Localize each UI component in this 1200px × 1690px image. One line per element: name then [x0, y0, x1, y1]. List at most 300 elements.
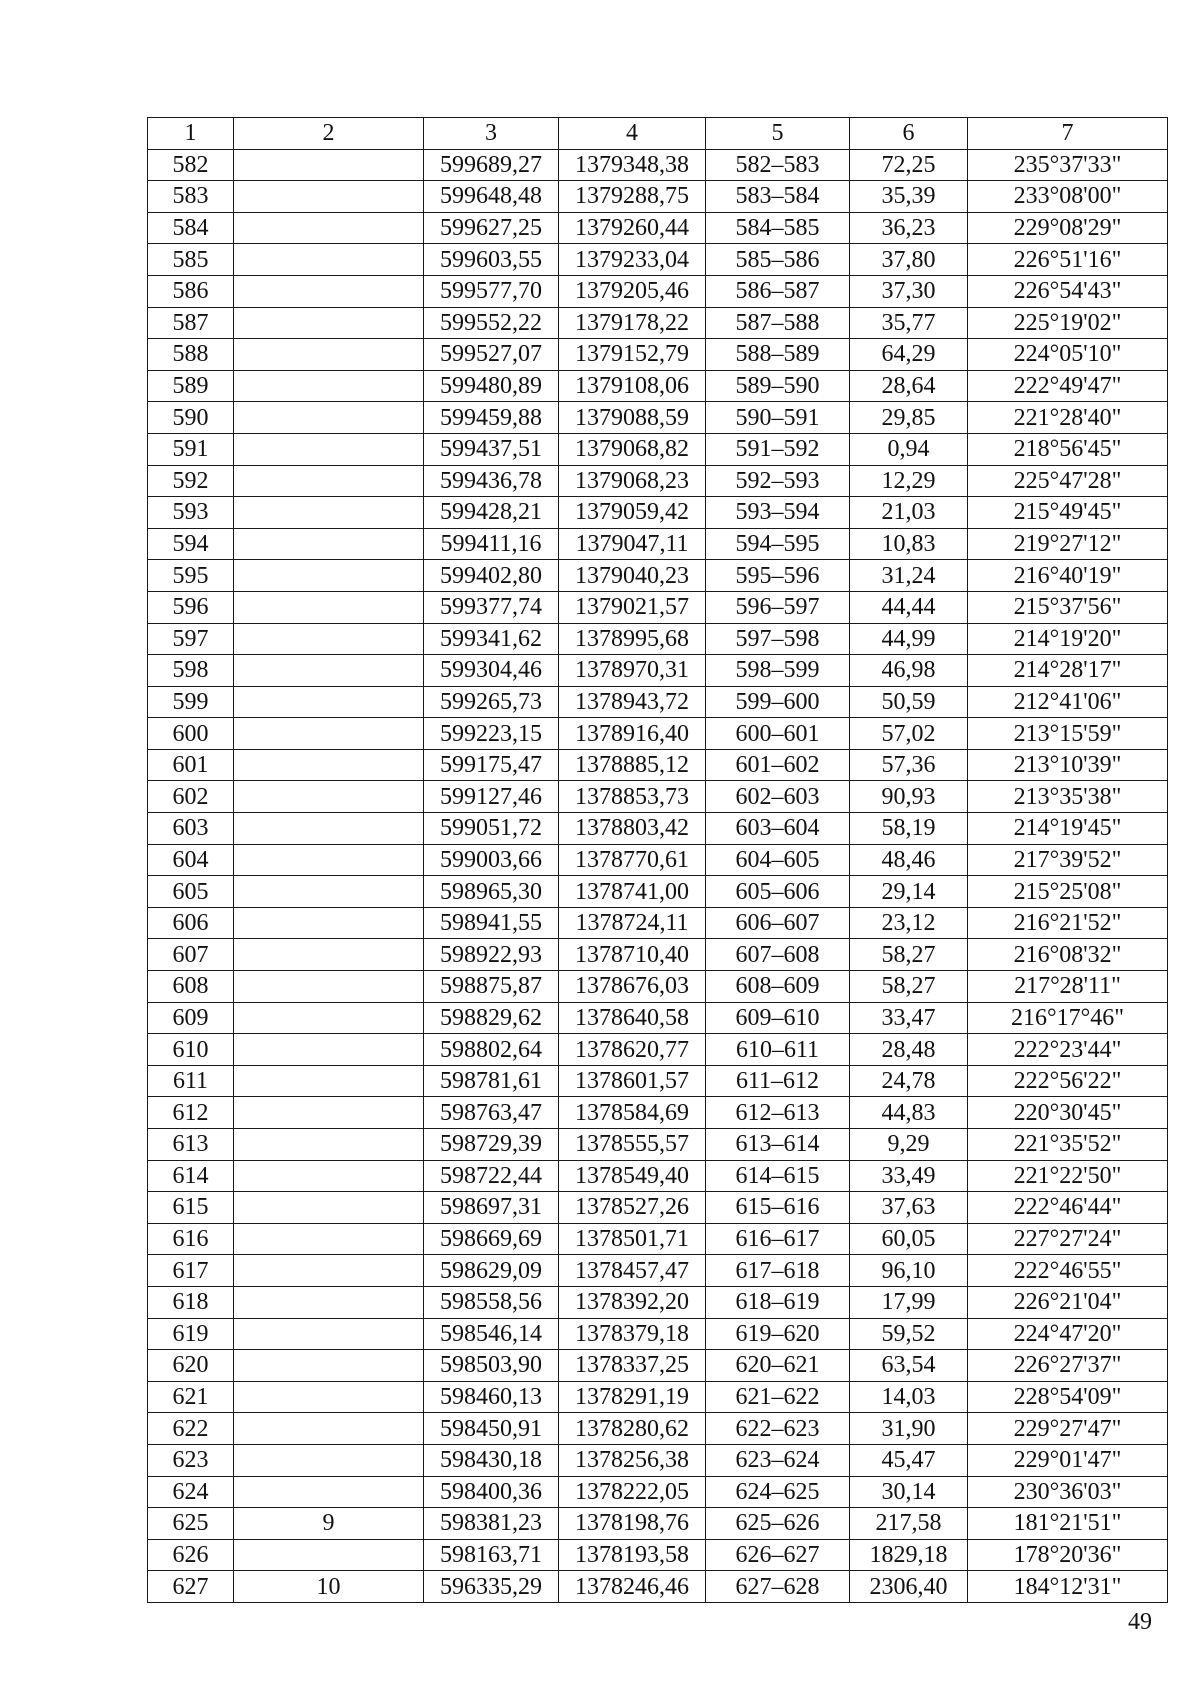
- column-header-7: 7: [968, 118, 1168, 150]
- column-header-6: 6: [850, 118, 968, 150]
- cell-distance: 36,23: [850, 212, 968, 244]
- cell-bearing: 181°21'51": [968, 1508, 1168, 1540]
- cell-x-coordinate: 598697,31: [424, 1192, 559, 1224]
- cell-distance: 28,48: [850, 1034, 968, 1066]
- cell-y-coordinate: 1378620,77: [559, 1034, 706, 1066]
- cell-point-number: 589: [148, 370, 234, 402]
- table-row: [148, 939, 1168, 971]
- table-row: [148, 686, 1168, 718]
- cell-y-coordinate: 1378280,62: [559, 1413, 706, 1445]
- cell-y-coordinate: 1378584,69: [559, 1097, 706, 1129]
- cell-y-coordinate: 1378943,72: [559, 686, 706, 718]
- table-row: [148, 1539, 1168, 1571]
- cell-segment: 619–620: [706, 1318, 850, 1350]
- cell-col-2: [234, 339, 424, 371]
- cell-x-coordinate: 599051,72: [424, 813, 559, 845]
- cell-y-coordinate: 1378337,25: [559, 1350, 706, 1382]
- cell-distance: 58,27: [850, 939, 968, 971]
- cell-col-2: [234, 1097, 424, 1129]
- cell-point-number: 592: [148, 465, 234, 497]
- table-row: [148, 749, 1168, 781]
- cell-point-number: 620: [148, 1350, 234, 1382]
- cell-point-number: 604: [148, 844, 234, 876]
- cell-bearing: 184°12'31": [968, 1571, 1168, 1603]
- cell-y-coordinate: 1378198,76: [559, 1508, 706, 1540]
- cell-x-coordinate: 598763,47: [424, 1097, 559, 1129]
- cell-point-number: 626: [148, 1539, 234, 1571]
- cell-bearing: 230°36'03": [968, 1476, 1168, 1508]
- table-row: [148, 1160, 1168, 1192]
- cell-distance: 63,54: [850, 1350, 968, 1382]
- table-row: [148, 1350, 1168, 1382]
- cell-bearing: 221°35'52": [968, 1129, 1168, 1161]
- table-row: [148, 1381, 1168, 1413]
- cell-y-coordinate: 1378741,00: [559, 876, 706, 908]
- cell-bearing: 215°37'56": [968, 591, 1168, 623]
- cell-point-number: 582: [148, 149, 234, 181]
- cell-y-coordinate: 1378527,26: [559, 1192, 706, 1224]
- table-row: [148, 465, 1168, 497]
- cell-y-coordinate: 1378803,42: [559, 813, 706, 845]
- cell-y-coordinate: 1379059,42: [559, 497, 706, 529]
- cell-distance: 29,85: [850, 402, 968, 434]
- cell-col-2: [234, 181, 424, 213]
- page-number: 49: [1128, 1609, 1152, 1635]
- cell-distance: 72,25: [850, 149, 968, 181]
- cell-segment: 617–618: [706, 1255, 850, 1287]
- cell-point-number: 617: [148, 1255, 234, 1287]
- cell-segment: 582–583: [706, 149, 850, 181]
- cell-point-number: 586: [148, 275, 234, 307]
- table-row: [148, 1571, 1168, 1603]
- cell-x-coordinate: 598722,44: [424, 1160, 559, 1192]
- cell-x-coordinate: 599003,66: [424, 844, 559, 876]
- cell-bearing: 214°28'17": [968, 655, 1168, 687]
- cell-segment: 606–607: [706, 907, 850, 939]
- cell-x-coordinate: 599341,62: [424, 623, 559, 655]
- cell-point-number: 593: [148, 497, 234, 529]
- cell-y-coordinate: 1378555,57: [559, 1129, 706, 1161]
- cell-point-number: 619: [148, 1318, 234, 1350]
- cell-col-2: [234, 212, 424, 244]
- cell-point-number: 600: [148, 718, 234, 750]
- cell-segment: 616–617: [706, 1223, 850, 1255]
- cell-x-coordinate: 598163,71: [424, 1539, 559, 1571]
- table-row: [148, 907, 1168, 939]
- cell-distance: 0,94: [850, 433, 968, 465]
- table-header-row: [148, 118, 1168, 150]
- cell-x-coordinate: 599436,78: [424, 465, 559, 497]
- cell-bearing: 219°27'12": [968, 528, 1168, 560]
- table-row: [148, 528, 1168, 560]
- cell-col-2: [234, 1381, 424, 1413]
- cell-segment: 596–597: [706, 591, 850, 623]
- table-row: [148, 149, 1168, 181]
- cell-segment: 610–611: [706, 1034, 850, 1066]
- cell-x-coordinate: 596335,29: [424, 1571, 559, 1603]
- cell-x-coordinate: 599689,27: [424, 149, 559, 181]
- cell-x-coordinate: 599127,46: [424, 781, 559, 813]
- cell-point-number: 606: [148, 907, 234, 939]
- cell-point-number: 594: [148, 528, 234, 560]
- cell-x-coordinate: 598875,87: [424, 971, 559, 1003]
- cell-distance: 90,93: [850, 781, 968, 813]
- cell-point-number: 616: [148, 1223, 234, 1255]
- cell-bearing: 220°30'45": [968, 1097, 1168, 1129]
- cell-distance: 33,49: [850, 1160, 968, 1192]
- cell-point-number: 611: [148, 1065, 234, 1097]
- cell-distance: 57,02: [850, 718, 968, 750]
- cell-y-coordinate: 1379068,82: [559, 433, 706, 465]
- cell-y-coordinate: 1378379,18: [559, 1318, 706, 1350]
- cell-y-coordinate: 1379152,79: [559, 339, 706, 371]
- cell-col-2: [234, 1413, 424, 1445]
- cell-bearing: 226°27'37": [968, 1350, 1168, 1382]
- cell-segment: 605–606: [706, 876, 850, 908]
- cell-point-number: 598: [148, 655, 234, 687]
- table-row: [148, 623, 1168, 655]
- cell-distance: 58,27: [850, 971, 968, 1003]
- cell-y-coordinate: 1379088,59: [559, 402, 706, 434]
- cell-y-coordinate: 1379178,22: [559, 307, 706, 339]
- cell-x-coordinate: 599627,25: [424, 212, 559, 244]
- cell-segment: 607–608: [706, 939, 850, 971]
- cell-bearing: 229°08'29": [968, 212, 1168, 244]
- table-row: [148, 1476, 1168, 1508]
- table-row: [148, 307, 1168, 339]
- table-row: [148, 1034, 1168, 1066]
- cell-y-coordinate: 1378392,20: [559, 1286, 706, 1318]
- cell-segment: 612–613: [706, 1097, 850, 1129]
- cell-x-coordinate: 598558,56: [424, 1286, 559, 1318]
- cell-bearing: 229°01'47": [968, 1444, 1168, 1476]
- table-row: [148, 971, 1168, 1003]
- cell-x-coordinate: 599265,73: [424, 686, 559, 718]
- cell-y-coordinate: 1378770,61: [559, 844, 706, 876]
- cell-segment: 587–588: [706, 307, 850, 339]
- cell-col-2: [234, 1444, 424, 1476]
- cell-point-number: 595: [148, 560, 234, 592]
- table-row: [148, 339, 1168, 371]
- cell-bearing: 214°19'20": [968, 623, 1168, 655]
- cell-x-coordinate: 598400,36: [424, 1476, 559, 1508]
- cell-y-coordinate: 1378885,12: [559, 749, 706, 781]
- cell-y-coordinate: 1379021,57: [559, 591, 706, 623]
- table-row: [148, 655, 1168, 687]
- cell-segment: 592–593: [706, 465, 850, 497]
- cell-bearing: 235°37'33": [968, 149, 1168, 181]
- cell-col-2: [234, 275, 424, 307]
- cell-bearing: 226°51'16": [968, 244, 1168, 276]
- cell-segment: 597–598: [706, 623, 850, 655]
- cell-x-coordinate: 598503,90: [424, 1350, 559, 1382]
- cell-y-coordinate: 1379233,04: [559, 244, 706, 276]
- table-row: [148, 1255, 1168, 1287]
- cell-y-coordinate: 1378457,47: [559, 1255, 706, 1287]
- cell-y-coordinate: 1378256,38: [559, 1444, 706, 1476]
- cell-bearing: 218°56'45": [968, 433, 1168, 465]
- cell-distance: 35,77: [850, 307, 968, 339]
- cell-segment: 609–610: [706, 1002, 850, 1034]
- cell-distance: 21,03: [850, 497, 968, 529]
- cell-x-coordinate: 599577,70: [424, 275, 559, 307]
- table-row: [148, 844, 1168, 876]
- cell-segment: 602–603: [706, 781, 850, 813]
- cell-segment: 591–592: [706, 433, 850, 465]
- cell-distance: 45,47: [850, 1444, 968, 1476]
- cell-x-coordinate: 599428,21: [424, 497, 559, 529]
- cell-segment: 613–614: [706, 1129, 850, 1161]
- cell-bearing: 213°35'38": [968, 781, 1168, 813]
- cell-distance: 35,39: [850, 181, 968, 213]
- cell-y-coordinate: 1379068,23: [559, 465, 706, 497]
- cell-bearing: 215°25'08": [968, 876, 1168, 908]
- cell-segment: 599–600: [706, 686, 850, 718]
- table-row: [148, 1318, 1168, 1350]
- cell-y-coordinate: 1378995,68: [559, 623, 706, 655]
- column-header-4: 4: [559, 118, 706, 150]
- cell-col-2: [234, 244, 424, 276]
- cell-distance: 48,46: [850, 844, 968, 876]
- cell-bearing: 221°28'40": [968, 402, 1168, 434]
- cell-col-2: [234, 1350, 424, 1382]
- cell-distance: 9,29: [850, 1129, 968, 1161]
- cell-bearing: 222°23'44": [968, 1034, 1168, 1066]
- cell-point-number: 597: [148, 623, 234, 655]
- cell-x-coordinate: 598729,39: [424, 1129, 559, 1161]
- cell-point-number: 599: [148, 686, 234, 718]
- cell-point-number: 622: [148, 1413, 234, 1445]
- table-row: [148, 1129, 1168, 1161]
- cell-y-coordinate: 1378291,19: [559, 1381, 706, 1413]
- cell-distance: 96,10: [850, 1255, 968, 1287]
- cell-distance: 12,29: [850, 465, 968, 497]
- cell-point-number: 618: [148, 1286, 234, 1318]
- cell-x-coordinate: 599459,88: [424, 402, 559, 434]
- table-row: [148, 1223, 1168, 1255]
- cell-bearing: 213°10'39": [968, 749, 1168, 781]
- cell-segment: 615–616: [706, 1192, 850, 1224]
- cell-segment: 622–623: [706, 1413, 850, 1445]
- cell-y-coordinate: 1378601,57: [559, 1065, 706, 1097]
- cell-col-2: [234, 907, 424, 939]
- cell-point-number: 603: [148, 813, 234, 845]
- cell-col-2: [234, 149, 424, 181]
- table-row: [148, 402, 1168, 434]
- cell-y-coordinate: 1378222,05: [559, 1476, 706, 1508]
- cell-col-2: [234, 465, 424, 497]
- table-row: [148, 370, 1168, 402]
- cell-x-coordinate: 598629,09: [424, 1255, 559, 1287]
- cell-segment: 600–601: [706, 718, 850, 750]
- cell-col-2: [234, 1065, 424, 1097]
- table-row: [148, 1413, 1168, 1445]
- cell-col-2: [234, 1318, 424, 1350]
- cell-y-coordinate: 1378549,40: [559, 1160, 706, 1192]
- cell-x-coordinate: 598430,18: [424, 1444, 559, 1476]
- table-row: [148, 1508, 1168, 1540]
- table-row: [148, 212, 1168, 244]
- cell-y-coordinate: 1378724,11: [559, 907, 706, 939]
- cell-distance: 217,58: [850, 1508, 968, 1540]
- cell-distance: 44,83: [850, 1097, 968, 1129]
- cell-segment: 626–627: [706, 1539, 850, 1571]
- cell-segment: 586–587: [706, 275, 850, 307]
- cell-bearing: 233°08'00": [968, 181, 1168, 213]
- cell-segment: 588–589: [706, 339, 850, 371]
- cell-point-number: 612: [148, 1097, 234, 1129]
- cell-x-coordinate: 599527,07: [424, 339, 559, 371]
- cell-point-number: 590: [148, 402, 234, 434]
- cell-distance: 23,12: [850, 907, 968, 939]
- cell-x-coordinate: 599377,74: [424, 591, 559, 623]
- cell-col-2: [234, 718, 424, 750]
- cell-x-coordinate: 599175,47: [424, 749, 559, 781]
- table-row: [148, 781, 1168, 813]
- cell-distance: 50,59: [850, 686, 968, 718]
- cell-col-2: [234, 560, 424, 592]
- cell-x-coordinate: 598546,14: [424, 1318, 559, 1350]
- cell-x-coordinate: 599402,80: [424, 560, 559, 592]
- cell-y-coordinate: 1378193,58: [559, 1539, 706, 1571]
- cell-col-2: [234, 1539, 424, 1571]
- cell-distance: 37,80: [850, 244, 968, 276]
- cell-x-coordinate: 598802,64: [424, 1034, 559, 1066]
- cell-bearing: 214°19'45": [968, 813, 1168, 845]
- cell-distance: 44,99: [850, 623, 968, 655]
- cell-segment: 625–626: [706, 1508, 850, 1540]
- cell-point-number: 621: [148, 1381, 234, 1413]
- cell-point-number: 613: [148, 1129, 234, 1161]
- cell-col-2: [234, 939, 424, 971]
- table-row: [148, 1192, 1168, 1224]
- cell-x-coordinate: 598922,93: [424, 939, 559, 971]
- cell-distance: 58,19: [850, 813, 968, 845]
- table-row: [148, 1065, 1168, 1097]
- cell-segment: 598–599: [706, 655, 850, 687]
- cell-point-number: 609: [148, 1002, 234, 1034]
- cell-segment: 590–591: [706, 402, 850, 434]
- cell-segment: 604–605: [706, 844, 850, 876]
- table-row: [148, 497, 1168, 529]
- cell-bearing: 227°27'24": [968, 1223, 1168, 1255]
- cell-distance: 28,64: [850, 370, 968, 402]
- cell-x-coordinate: 599480,89: [424, 370, 559, 402]
- cell-distance: 31,90: [850, 1413, 968, 1445]
- cell-bearing: 222°46'55": [968, 1255, 1168, 1287]
- cell-segment: 621–622: [706, 1381, 850, 1413]
- cell-x-coordinate: 599648,48: [424, 181, 559, 213]
- cell-bearing: 222°49'47": [968, 370, 1168, 402]
- column-header-3: 3: [424, 118, 559, 150]
- cell-point-number: 615: [148, 1192, 234, 1224]
- cell-bearing: 225°19'02": [968, 307, 1168, 339]
- cell-distance: 37,30: [850, 275, 968, 307]
- cell-distance: 31,24: [850, 560, 968, 592]
- cell-col-2: [234, 1476, 424, 1508]
- cell-y-coordinate: 1378853,73: [559, 781, 706, 813]
- cell-y-coordinate: 1378640,58: [559, 1002, 706, 1034]
- cell-col-2: [234, 1286, 424, 1318]
- cell-point-number: 625: [148, 1508, 234, 1540]
- cell-col-2: 9: [234, 1508, 424, 1540]
- cell-col-2: [234, 971, 424, 1003]
- cell-segment: 584–585: [706, 212, 850, 244]
- cell-segment: 608–609: [706, 971, 850, 1003]
- cell-x-coordinate: 598669,69: [424, 1223, 559, 1255]
- cell-x-coordinate: 598965,30: [424, 876, 559, 908]
- cell-bearing: 224°05'10": [968, 339, 1168, 371]
- cell-distance: 60,05: [850, 1223, 968, 1255]
- cell-segment: 627–628: [706, 1571, 850, 1603]
- cell-point-number: 624: [148, 1476, 234, 1508]
- cell-col-2: [234, 844, 424, 876]
- cell-y-coordinate: 1379047,11: [559, 528, 706, 560]
- cell-distance: 24,78: [850, 1065, 968, 1097]
- cell-point-number: 608: [148, 971, 234, 1003]
- cell-segment: 595–596: [706, 560, 850, 592]
- cell-segment: 594–595: [706, 528, 850, 560]
- cell-distance: 57,36: [850, 749, 968, 781]
- cell-segment: 620–621: [706, 1350, 850, 1382]
- table-row: [148, 244, 1168, 276]
- cell-bearing: 225°47'28": [968, 465, 1168, 497]
- cell-distance: 37,63: [850, 1192, 968, 1224]
- cell-bearing: 217°28'11": [968, 971, 1168, 1003]
- cell-x-coordinate: 598450,91: [424, 1413, 559, 1445]
- cell-point-number: 584: [148, 212, 234, 244]
- cell-distance: 44,44: [850, 591, 968, 623]
- cell-segment: 601–602: [706, 749, 850, 781]
- cell-segment: 589–590: [706, 370, 850, 402]
- table-row: [148, 1286, 1168, 1318]
- cell-col-2: [234, 1034, 424, 1066]
- cell-point-number: 585: [148, 244, 234, 276]
- cell-bearing: 226°21'04": [968, 1286, 1168, 1318]
- table-row: [148, 1444, 1168, 1476]
- cell-distance: 33,47: [850, 1002, 968, 1034]
- cell-y-coordinate: 1378970,31: [559, 655, 706, 687]
- cell-distance: 46,98: [850, 655, 968, 687]
- cell-bearing: 216°21'52": [968, 907, 1168, 939]
- cell-y-coordinate: 1379040,23: [559, 560, 706, 592]
- table-body: [148, 118, 1168, 1603]
- cell-point-number: 596: [148, 591, 234, 623]
- cell-distance: 17,99: [850, 1286, 968, 1318]
- cell-x-coordinate: 598829,62: [424, 1002, 559, 1034]
- cell-col-2: [234, 307, 424, 339]
- cell-distance: 10,83: [850, 528, 968, 560]
- cell-segment: 618–619: [706, 1286, 850, 1318]
- cell-point-number: 605: [148, 876, 234, 908]
- cell-x-coordinate: 598781,61: [424, 1065, 559, 1097]
- cell-distance: 14,03: [850, 1381, 968, 1413]
- cell-x-coordinate: 599411,16: [424, 528, 559, 560]
- cell-distance: 59,52: [850, 1318, 968, 1350]
- cell-segment: 603–604: [706, 813, 850, 845]
- cell-point-number: 601: [148, 749, 234, 781]
- cell-bearing: 212°41'06": [968, 686, 1168, 718]
- cell-segment: 623–624: [706, 1444, 850, 1476]
- cell-bearing: 222°46'44": [968, 1192, 1168, 1224]
- cell-distance: 64,29: [850, 339, 968, 371]
- table-row: [148, 560, 1168, 592]
- cell-point-number: 607: [148, 939, 234, 971]
- cell-col-2: [234, 1002, 424, 1034]
- cell-distance: 1829,18: [850, 1539, 968, 1571]
- table-row: [148, 181, 1168, 213]
- cell-y-coordinate: 1378676,03: [559, 971, 706, 1003]
